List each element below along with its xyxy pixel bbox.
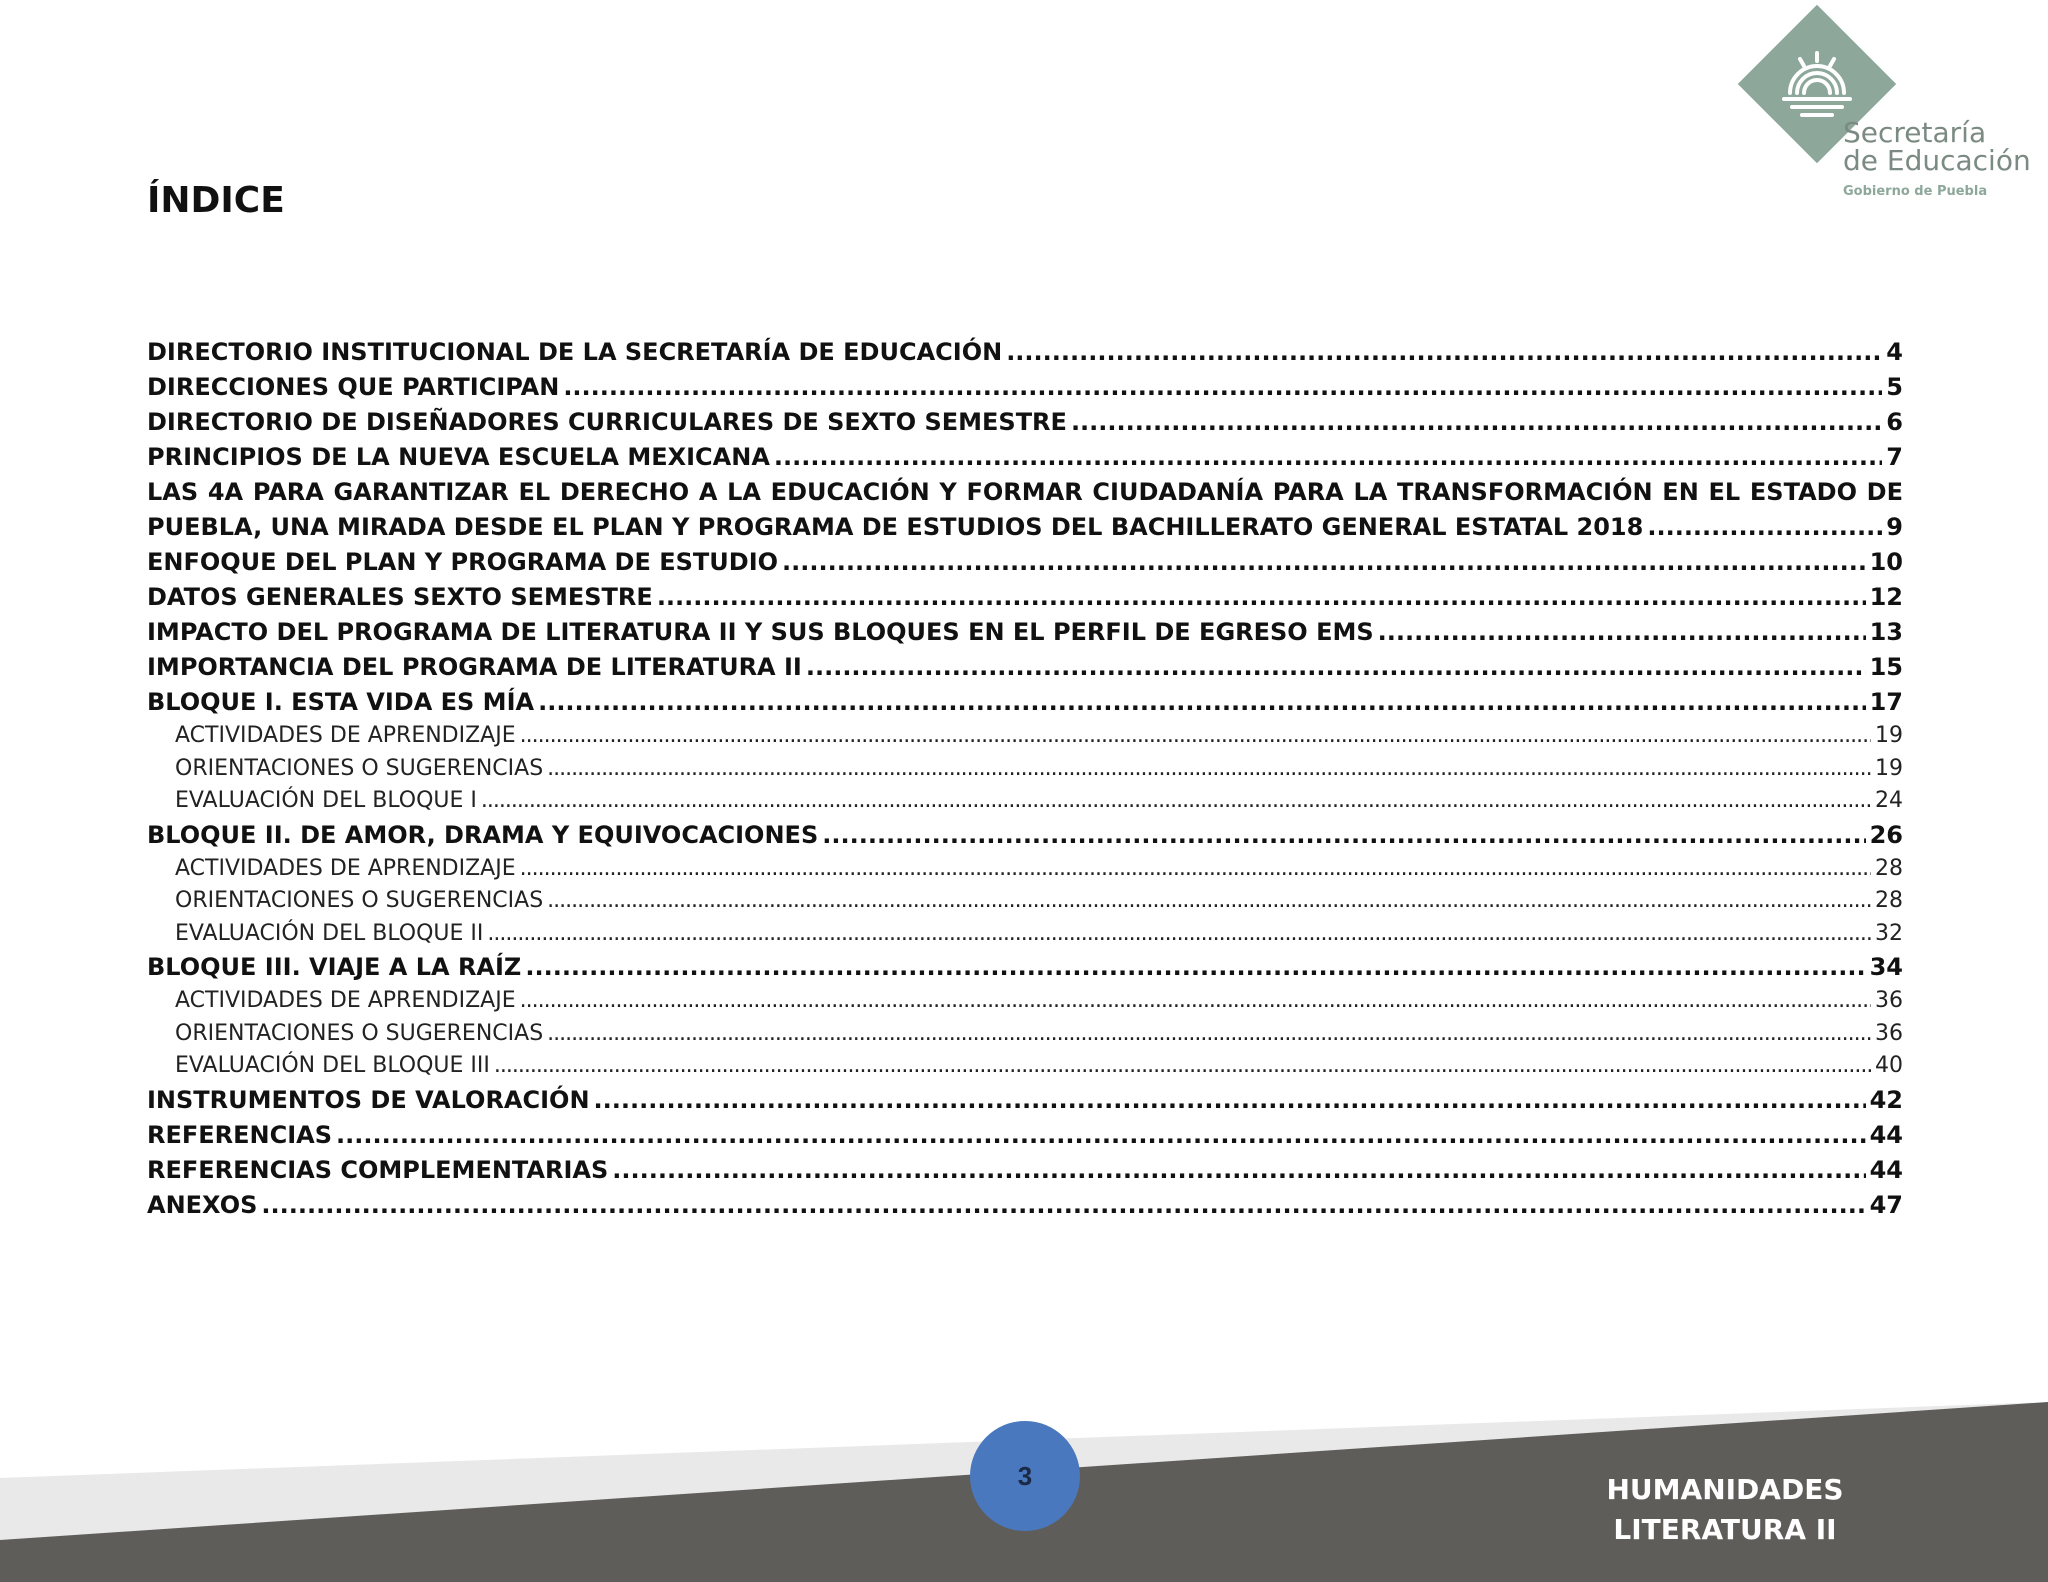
toc-entry-page: 28 (1875, 888, 1903, 913)
toc-entry-text: PUEBLA, UNA MIRADA DESDE EL PLAN Y PROGRAMA DE ESTUDIOS DEL BACHILLERATO GENERAL ESTATAL 2018 (147, 513, 1644, 541)
toc-entry[interactable] (147, 475, 1903, 545)
toc-entry[interactable] (147, 1118, 1903, 1153)
toc-entry-text: REFERENCIAS (147, 1120, 333, 1149)
toc-entry-page: 44 (1869, 1120, 1903, 1149)
toc-entry[interactable] (147, 1188, 1903, 1223)
toc-subentry[interactable] (147, 785, 1903, 818)
toc-entry-text: BLOQUE III. VIAJE A LA RAÍZ (147, 953, 522, 981)
toc-entry-text: IMPACTO DEL PROGRAMA DE LITERATURA II Y SUS BLOQUES EN EL PERFIL DE EGRESO EMS (147, 618, 1374, 646)
toc-entry-page: 10 (1869, 548, 1903, 576)
footer-subject (1560, 1470, 1890, 1550)
toc-entry-text: DATOS GENERALES SEXTO SEMESTRE (147, 583, 653, 611)
toc-entry-page: 32 (1875, 920, 1903, 946)
toc-subentry[interactable] (147, 985, 1903, 1018)
toc-entry-page: 5 (1886, 373, 1903, 401)
table-of-contents (147, 335, 1903, 1223)
toc-entry-page: 15 (1869, 653, 1903, 681)
toc-entry-page: 12 (1869, 583, 1903, 611)
toc-entry-text: EVALUACIÓN DEL BLOQUE I (175, 788, 477, 813)
toc-entry[interactable] (147, 615, 1903, 650)
toc-entry[interactable] (147, 818, 1903, 853)
toc-entry-page: 34 (1869, 953, 1903, 981)
toc-entry-text: ACTIVIDADES DE APRENDIZAJE (175, 988, 516, 1013)
toc-entry[interactable] (147, 1083, 1903, 1118)
toc-entry-page: 7 (1886, 443, 1903, 471)
toc-entry-page: 42 (1869, 1085, 1903, 1114)
toc-entry[interactable] (147, 440, 1903, 475)
toc-entry-text: EVALUACIÓN DEL BLOQUE III (175, 1053, 490, 1078)
toc-entry-page: 44 (1869, 1155, 1903, 1184)
footer-subject-line2: LITERATURA II (1613, 1513, 1837, 1546)
toc-subentry[interactable] (147, 720, 1903, 753)
secretaria-logo (1735, 16, 2035, 206)
toc-subentry[interactable] (147, 753, 1903, 786)
toc-entry-page: 19 (1875, 723, 1903, 748)
toc-entry-text: ACTIVIDADES DE APRENDIZAJE (175, 723, 516, 748)
toc-entry-text: DIRECTORIO INSTITUCIONAL DE LA SECRETARÍA DE EDUCACIÓN (147, 338, 1003, 366)
toc-entry-text: ENFOQUE DEL PLAN Y PROGRAMA DE ESTUDIO (147, 548, 779, 576)
toc-subentry[interactable] (147, 1050, 1903, 1083)
toc-entry-text: ACTIVIDADES DE APRENDIZAJE (175, 855, 516, 881)
toc-entry-page: 4 (1886, 338, 1903, 366)
toc-entry[interactable] (147, 545, 1903, 580)
page-number-badge: 3 (970, 1421, 1080, 1531)
toc-entry-text: DIRECTORIO DE DISEÑADORES CURRICULARES DE SEXTO SEMESTRE (147, 408, 1067, 436)
toc-entry[interactable] (147, 650, 1903, 685)
toc-entry-text: PRINCIPIOS DE LA NUEVA ESCUELA MEXICANA (147, 443, 770, 471)
toc-entry-page: 13 (1869, 618, 1903, 646)
toc-entry-text: BLOQUE I. ESTA VIDA ES MÍA (147, 688, 535, 716)
toc-entry-page: 24 (1875, 788, 1903, 813)
toc-entry-page: 6 (1886, 408, 1903, 436)
toc-entry[interactable] (147, 950, 1903, 985)
footer-subject-line1: HUMANIDADES (1606, 1473, 1844, 1506)
toc-entry-page: 26 (1869, 820, 1903, 849)
toc-subentry[interactable] (147, 918, 1903, 951)
toc-entry-page: 17 (1869, 688, 1903, 716)
toc-entry-text: REFERENCIAS COMPLEMENTARIAS (147, 1155, 609, 1184)
toc-entry-text: ORIENTACIONES O SUGERENCIAS (175, 888, 544, 913)
toc-subentry[interactable] (147, 853, 1903, 886)
toc-entry-text: INSTRUMENTOS DE VALORACIÓN (147, 1085, 590, 1114)
toc-entry-text: BLOQUE II. DE AMOR, DRAMA Y EQUIVOCACIONES (147, 820, 819, 849)
toc-entry-page: 19 (1875, 755, 1903, 781)
toc-subentry[interactable] (147, 1018, 1903, 1051)
toc-entry-text: LAS 4A PARA GARANTIZAR EL DERECHO A LA EDUCACIÓN Y FORMAR CIUDADANÍA PARA LA TRANSFORMACIÓN EN EL ESTADO DE (147, 478, 1903, 506)
toc-entry[interactable] (147, 1153, 1903, 1188)
toc-entry-page: 36 (1875, 988, 1903, 1013)
toc-entry[interactable] (147, 370, 1903, 405)
page-title: ÍNDICE (147, 180, 285, 221)
toc-entry[interactable] (147, 405, 1903, 440)
toc-entry-text: ORIENTACIONES O SUGERENCIAS (175, 755, 544, 781)
toc-entry[interactable] (147, 580, 1903, 615)
toc-entry-page: 28 (1875, 855, 1903, 881)
toc-entry[interactable] (147, 335, 1903, 370)
toc-entry-page: 47 (1869, 1190, 1903, 1219)
toc-entry-text: EVALUACIÓN DEL BLOQUE II (175, 920, 484, 946)
logo-text-secretaria: Secretaría (1843, 116, 1987, 149)
toc-entry-text: DIRECCIONES QUE PARTICIPAN (147, 373, 560, 401)
toc-entry-text: ANEXOS (147, 1190, 258, 1219)
toc-entry-text: ORIENTACIONES O SUGERENCIAS (175, 1020, 544, 1046)
toc-subentry[interactable] (147, 885, 1903, 918)
toc-entry-page: 9 (1886, 513, 1903, 541)
toc-entry-page: 40 (1875, 1053, 1903, 1078)
logo-text-educacion: de Educación (1843, 144, 2031, 177)
logo-text-gobierno: Gobierno de Puebla (1843, 184, 1988, 199)
toc-entry-text: IMPORTANCIA DEL PROGRAMA DE LITERATURA II (147, 653, 802, 681)
toc-entry[interactable] (147, 685, 1903, 720)
toc-entry-page: 36 (1875, 1020, 1903, 1046)
